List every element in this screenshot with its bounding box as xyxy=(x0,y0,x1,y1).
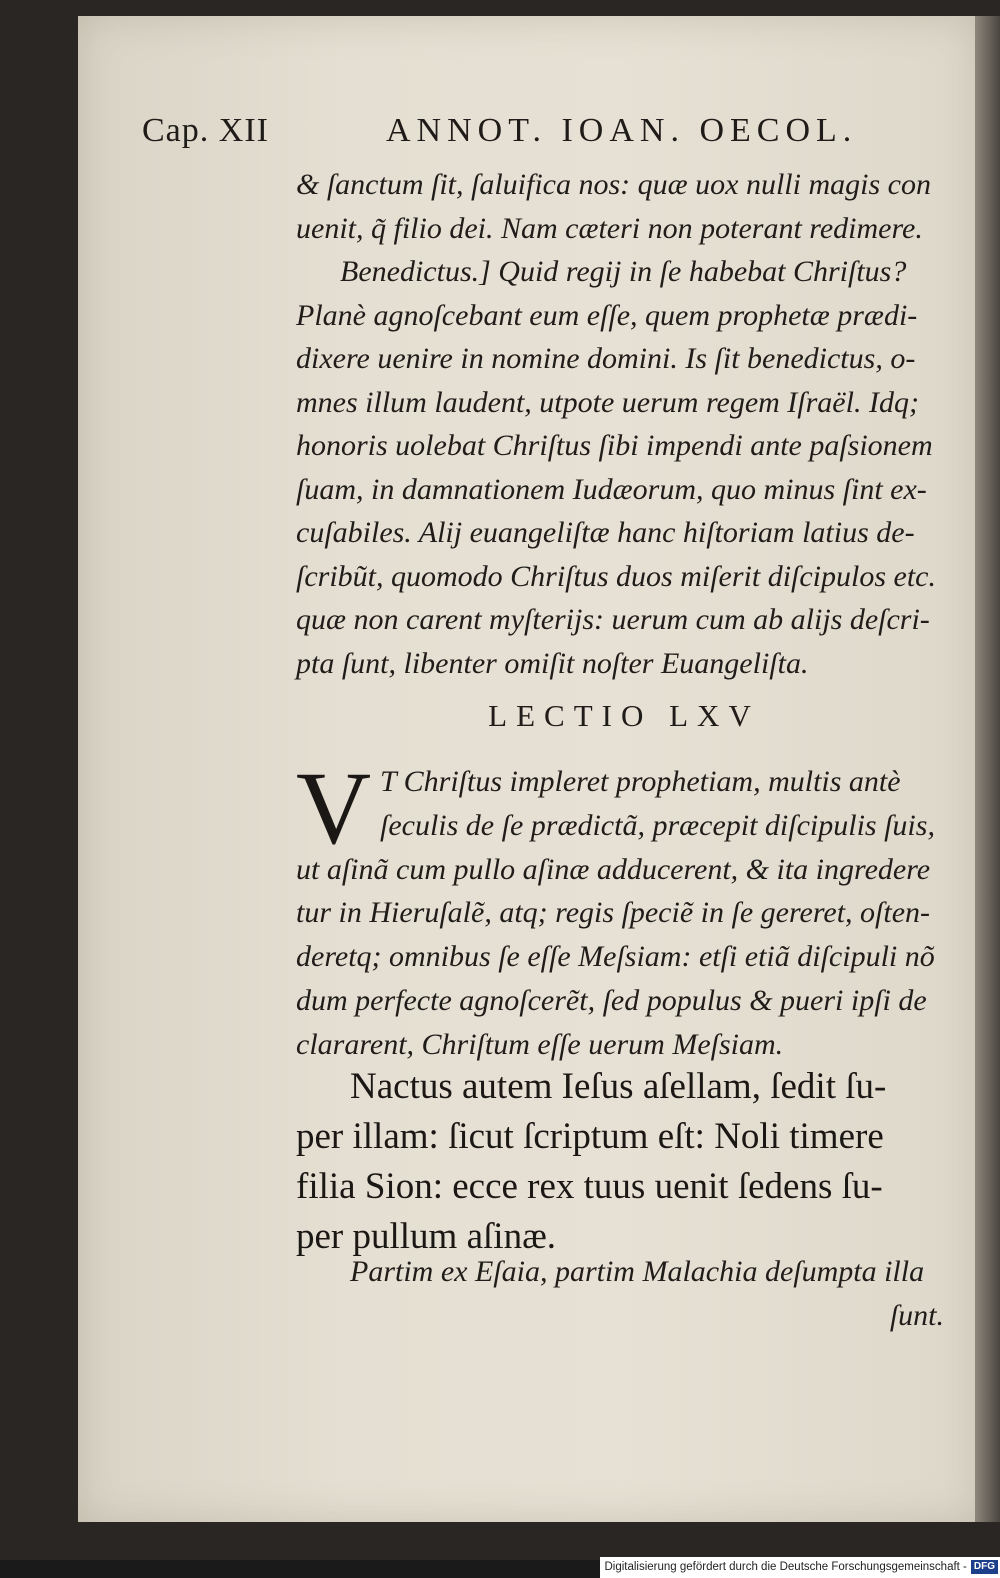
text-line: T Chriſtus impleret prophetiam, multis antè xyxy=(380,765,901,798)
dfg-logo: DFG xyxy=(971,1560,998,1574)
text-line: pta ſunt, libenter omiſit noſter Euangeliſta. xyxy=(296,646,809,680)
commentary-paragraph-2 xyxy=(296,751,952,1067)
section-title: LECTIO LXV xyxy=(488,698,760,733)
text-line: deretq; omnibus ſe eſſe Meſsiam: etſi etiã diſcipuli nõ xyxy=(296,940,935,974)
text-line: Partim ex Eſaia, partim Malachia deſumpta illa xyxy=(350,1255,925,1288)
commentary-paragraph-1 xyxy=(296,163,952,685)
chapter-label: Cap. XII xyxy=(142,112,269,149)
text-line: ſcribũt, quomodo Chriſtus duos miſerit diſcipulos etc. xyxy=(296,559,936,593)
text-line: mnes illum laudent, utpote uerum regem Iſraël. Idq; xyxy=(296,385,919,419)
text-line: honoris uolebat Chriſtus ſibi impendi ante paſsionem xyxy=(296,429,933,462)
text-line: ſuam, in damnationem Iudæorum, quo minus ſint ex- xyxy=(296,472,927,506)
text-line: clararent, Chriſtum eſſe uerum Meſsiam. xyxy=(296,1027,784,1061)
page-edge xyxy=(975,16,1000,1522)
text-line: dum perfecte agnoſcerẽt, ſed populus & pueri ipſi de xyxy=(296,983,927,1017)
text-line: dixere uenire in nomine domini. Is ſit benedictus, o- xyxy=(296,342,916,375)
text-line: tur in Hieruſalẽ, atq; regis ſpeciẽ in ſe gereret, oſten- xyxy=(296,896,931,930)
text-line: ſunt. xyxy=(889,1299,944,1332)
text-line: Planè agnoſcebant eum eſſe, quem prophetæ prædi- xyxy=(296,298,918,332)
text-line: uenit, q̃ filio dei. Nam cæteri non poterant redimere. xyxy=(296,211,923,245)
text-line: Benedictus.] Quid regij in ſe habebat Chriſtus? xyxy=(340,255,907,288)
text-line: ſeculis de ſe prædictã, præcepit diſcipulis ſuis, xyxy=(380,808,935,842)
running-title: ANNOT. IOAN. OECOL. xyxy=(386,112,858,149)
scripture-verse xyxy=(296,1062,952,1262)
text-line: cuſabiles. Alij euangeliſtæ hanc hiſtoriam latius de- xyxy=(296,516,915,549)
verse-line: filia Sion: ecce rex tuus uenit ſedens ſu- xyxy=(296,1166,883,1207)
verse-line: per pullum aſinæ. xyxy=(296,1216,556,1257)
drop-cap: V xyxy=(296,751,372,866)
text-line: & ſanctum ſit, ſaluifica nos: quæ uox nulli magis con xyxy=(296,168,931,201)
text-line: ut aſinã cum pullo aſinæ adducerent, & ita ingredere xyxy=(296,852,931,886)
credit-text: Digitalisierung gefördert durch die Deutsche Forschungsgemeinschaft - xyxy=(604,1561,967,1573)
verse-line: per illam: ſicut ſcriptum eſt: Noli timere xyxy=(296,1116,884,1157)
text-line: quæ non carent myſterijs: uerum cum ab alijs deſcri- xyxy=(296,603,930,636)
page-header xyxy=(142,112,862,156)
verse-line: Nactus autem Ieſus aſellam, ſedit ſu- xyxy=(350,1066,887,1107)
commentary-paragraph-3 xyxy=(296,1250,952,1338)
digitization-credit xyxy=(600,1557,1000,1578)
